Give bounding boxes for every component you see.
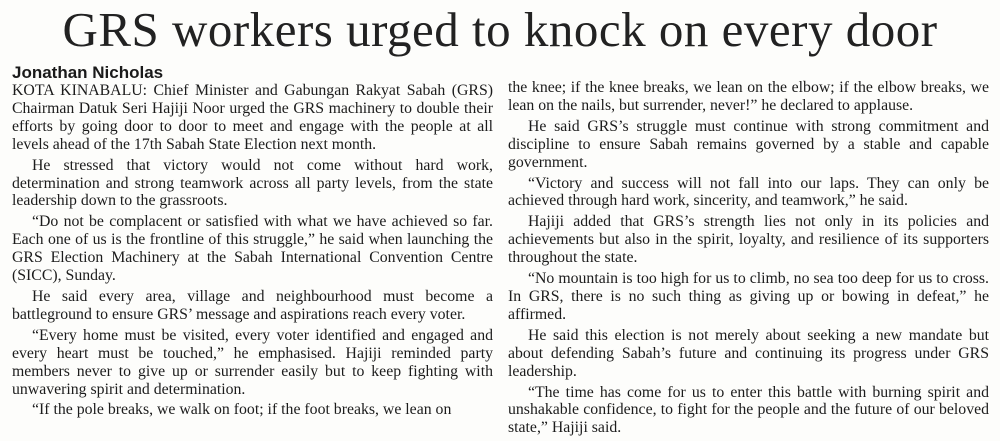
paragraph: “No mountain is too high for us to climb, no sea too deep for us to cross. In GRS, there is no such thing as giving up or bowing in defeat,” he affirmed. — [508, 270, 989, 323]
paragraph: “Every home must be visited, every voter identified and engaged and every heart must be touched,” he emphasised. Hajiji reminded party members never to give up or surrender easily but to keep fighting with unwavering spirit and determination. — [12, 326, 493, 398]
article-column-left — [12, 64, 493, 422]
headline: GRS workers urged to knock on every door — [62, 2, 938, 57]
paragraph: He said every area, village and neighbourhood must become a battleground to ensure GRS’ message and aspirations reach every voter. — [12, 287, 493, 323]
paragraph: “Victory and success will not fall into our laps. They can only be achieved through hard work, sincerity, and teamwork,” he said. — [508, 174, 989, 210]
article-column-right — [508, 79, 989, 440]
paragraph: the knee; if the knee breaks, we lean on the elbow; if the elbow breaks, we lean on the nails, but surrender, never!” he declared to applause. — [508, 79, 989, 114]
paragraph: “If the pole breaks, we walk on foot; if the foot breaks, we lean on — [32, 401, 452, 419]
paragraph: He stressed that victory would not come without hard work, determination and strong teamwork across all party levels, from the state leadership down to the grassroots. — [12, 156, 493, 210]
paragraph: He said GRS’s struggle must continue with strong commitment and discipline to ensure Sabah remains governed by a stable and capable government. — [508, 117, 989, 171]
byline: Jonathan Nicholas — [12, 63, 164, 82]
paragraph: “The time has come for us to enter this battle with burning spirit and unshakable confidence, to fight for the people and the future of our beloved state,” Hajiji said. — [508, 383, 989, 437]
paragraph: “Do not be complacent or satisfied with what we have achieved so far. Each one of us is the frontline of this struggle,” he said when launching the GRS Election Machinery at the Sabah International Convention Centre (SICC), Sunday. — [12, 213, 493, 285]
paragraph: He said this election is not merely about seeking a new mandate but about defending Sabah’s future and continuing its progress under GRS leadership. — [508, 326, 989, 380]
paragraph: Hajiji added that GRS’s strength lies not only in its policies and achievements but also in the spirit, loyalty, and resilience of its supporters throughout the state. — [508, 213, 989, 267]
paragraph: KOTA KINABALU: Chief Minister and Gabungan Rakyat Sabah (GRS) Chairman Datuk Seri Hajiji Noor urged the GRS machinery to double their efforts by going door to door to meet and engage with the people at all levels ahead of the 17th Sabah State Election next month. — [12, 82, 493, 153]
